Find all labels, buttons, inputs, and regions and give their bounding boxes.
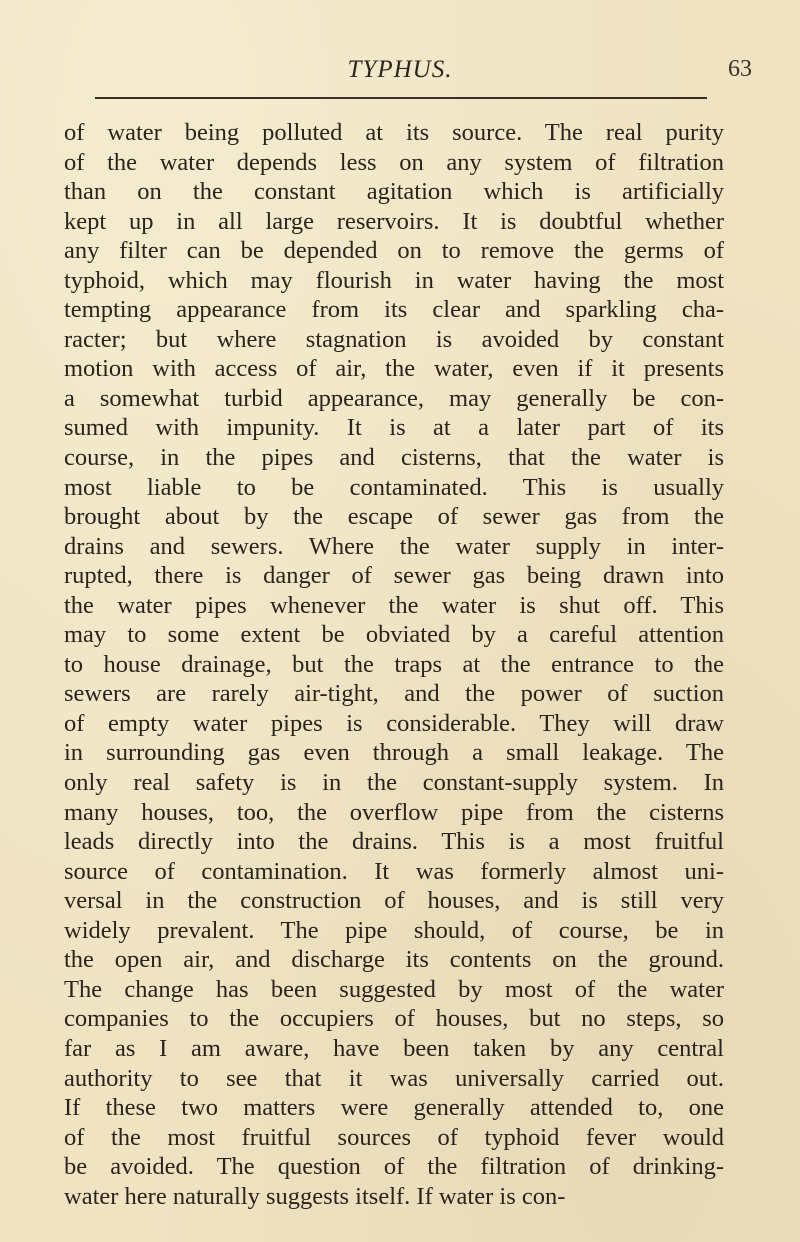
- text-line: drains and sewers. Where the water supply in inter-: [64, 532, 724, 560]
- header-rule: [95, 97, 707, 99]
- text-line: may to some extent be obviated by a careful attention: [64, 621, 724, 649]
- text-line: versal in the construction of houses, and is still very: [64, 887, 724, 915]
- page-number: 63: [728, 56, 752, 82]
- text-line: the open air, and discharge its contents on the ground.: [64, 946, 724, 974]
- text-line: typhoid, which may flourish in water having the most: [64, 266, 724, 294]
- text-line: leads directly into the drains. This is a most fruitful: [64, 828, 724, 856]
- text-line: to house drainage, but the traps at the entrance to the: [64, 650, 724, 678]
- text-line: the water pipes whenever the water is shut off. This: [64, 591, 724, 619]
- text-line: only real safety is in the constant-supply system. In: [64, 769, 724, 797]
- text-line: brought about by the escape of sewer gas from the: [64, 503, 724, 531]
- text-line: in surrounding gas even through a small leakage. The: [64, 739, 724, 767]
- text-line: be avoided. The question of the filtration of drinking-: [64, 1153, 724, 1181]
- text-line: If these two matters were generally attended to, one: [64, 1094, 724, 1122]
- text-line: source of contamination. It was formerly almost uni-: [64, 857, 724, 885]
- text-line: far as I am aware, have been taken by any central: [64, 1034, 724, 1062]
- text-line: a somewhat turbid appearance, may generally be con-: [64, 384, 724, 412]
- text-line: kept up in all large reservoirs. It is doubtful whether: [64, 207, 724, 235]
- running-head: [0, 54, 800, 88]
- text-line: companies to the occupiers of houses, but no steps, so: [64, 1005, 724, 1033]
- running-title: TYPHUS.: [347, 56, 453, 83]
- text-line: rupted, there is danger of sewer gas being drawn into: [64, 562, 724, 590]
- text-line: sumed with impunity. It is at a later part of its: [64, 414, 724, 442]
- body-paragraph: [64, 118, 724, 1211]
- text-line: any filter can be depended on to remove the germs of: [64, 237, 724, 265]
- text-line: of water being polluted at its source. The real purity: [64, 119, 724, 146]
- text-line: many houses, too, the overflow pipe from the cisterns: [64, 798, 724, 826]
- text-line: The change has been suggested by most of the water: [64, 975, 724, 1003]
- text-line: tempting appearance from its clear and sparkling cha-: [64, 296, 724, 324]
- text-line: sewers are rarely air-tight, and the power of suction: [64, 680, 724, 708]
- text-line: than on the constant agitation which is artificially: [64, 178, 724, 206]
- text-line: authority to see that it was universally carried out.: [64, 1064, 724, 1092]
- text-line: widely prevalent. The pipe should, of course, be in: [64, 916, 724, 944]
- text-line: motion with access of air, the water, even if it presents: [64, 355, 724, 383]
- text-line: of empty water pipes is considerable. They will draw: [64, 709, 724, 737]
- text-line: of the water depends less on any system of filtration: [64, 148, 724, 176]
- text-line: most liable to be contaminated. This is usually: [64, 473, 724, 501]
- text-line: racter; but where stagnation is avoided by constant: [64, 325, 724, 353]
- text-line: course, in the pipes and cisterns, that the water is: [64, 444, 724, 472]
- text-line: water here naturally suggests itself. If water is con-: [64, 1182, 566, 1210]
- text-line: of the most fruitful sources of typhoid fever would: [64, 1123, 724, 1151]
